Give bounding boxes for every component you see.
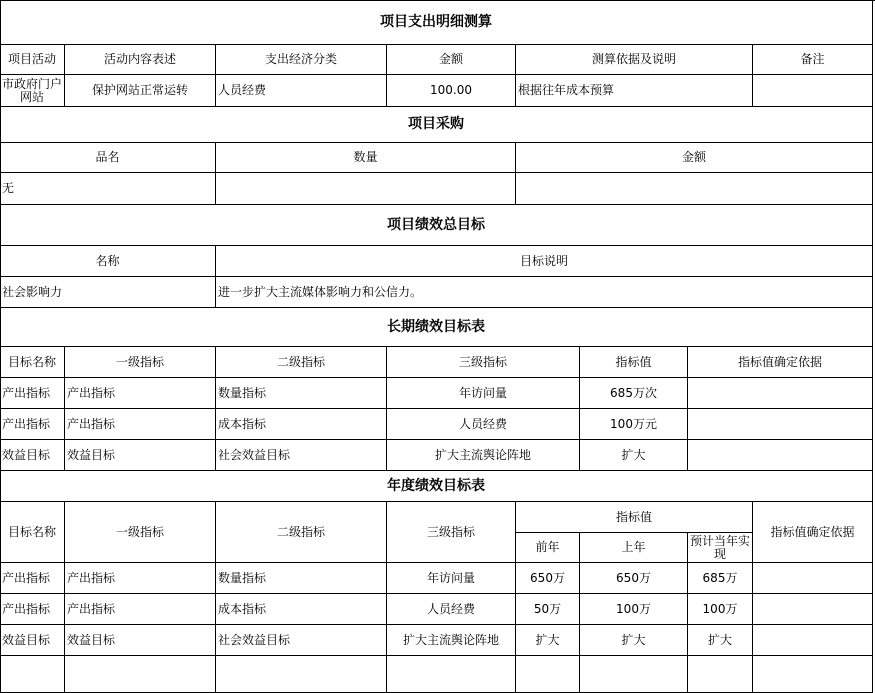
annual-cell: 年访问量	[387, 563, 516, 594]
expense-cell: 人员经费	[216, 75, 387, 107]
annual-cell: 650万	[516, 563, 580, 594]
long-term-cell	[688, 378, 873, 409]
annual-cell: 产出指标	[0, 563, 65, 594]
annual-cell: 685万	[688, 563, 753, 594]
annual-cell	[753, 625, 873, 656]
annual-subheader: 预计当年实现	[688, 533, 753, 563]
annual-cell	[0, 656, 65, 693]
long-term-cell: 685万次	[580, 378, 688, 409]
procurement-header: 品名	[0, 143, 216, 173]
annual-cell: 产出指标	[0, 594, 65, 625]
long-term-cell: 效益目标	[65, 440, 216, 471]
annual-cell	[216, 656, 387, 693]
annual-cell: 产出指标	[65, 563, 216, 594]
expense-cell	[753, 75, 873, 107]
goal-cell: 社会影响力	[0, 277, 216, 308]
annual-cell	[688, 656, 753, 693]
long-term-cell: 效益目标	[0, 440, 65, 471]
long-term-header: 目标名称	[0, 347, 65, 378]
annual-cell: 50万	[516, 594, 580, 625]
long-term-cell: 产出指标	[0, 378, 65, 409]
long-term-cell: 成本指标	[216, 409, 387, 440]
long-term-cell: 产出指标	[0, 409, 65, 440]
procurement-header: 数量	[216, 143, 516, 173]
annual-cell: 数量指标	[216, 563, 387, 594]
expense-cell: 市政府门户网站	[0, 75, 65, 107]
long-term-cell: 年访问量	[387, 378, 580, 409]
annual-cell: 扩大主流舆论阵地	[387, 625, 516, 656]
annual-cell: 效益目标	[0, 625, 65, 656]
section-title-procurement: 项目采购	[0, 107, 873, 143]
long-term-header: 指标值确定依据	[688, 347, 873, 378]
long-term-cell	[688, 440, 873, 471]
long-term-cell: 扩大	[580, 440, 688, 471]
annual-cell: 扩大	[516, 625, 580, 656]
long-term-header: 二级指标	[216, 347, 387, 378]
expense-cell: 100.00	[387, 75, 516, 107]
section-title-annual: 年度绩效目标表	[0, 471, 873, 502]
annual-cell: 100万	[688, 594, 753, 625]
long-term-cell: 数量指标	[216, 378, 387, 409]
section-title-overall-goal: 项目绩效总目标	[0, 205, 873, 246]
annual-header: 指标值确定依据	[753, 502, 873, 563]
expense-header: 支出经济分类	[216, 45, 387, 75]
expense-header: 项目活动	[0, 45, 65, 75]
procurement-header: 金额	[516, 143, 873, 173]
long-term-header: 三级指标	[387, 347, 580, 378]
annual-cell	[580, 656, 688, 693]
annual-cell: 成本指标	[216, 594, 387, 625]
procurement-cell	[516, 173, 873, 205]
long-term-cell: 人员经费	[387, 409, 580, 440]
annual-subheader: 前年	[516, 533, 580, 563]
annual-cell: 人员经费	[387, 594, 516, 625]
long-term-cell: 扩大主流舆论阵地	[387, 440, 580, 471]
annual-cell: 效益目标	[65, 625, 216, 656]
expense-header: 活动内容表述	[65, 45, 216, 75]
expense-header: 备注	[753, 45, 873, 75]
annual-header: 三级指标	[387, 502, 516, 563]
annual-cell: 扩大	[580, 625, 688, 656]
long-term-cell: 社会效益目标	[216, 440, 387, 471]
annual-cell	[516, 656, 580, 693]
expense-header: 测算依据及说明	[516, 45, 753, 75]
annual-header: 目标名称	[0, 502, 65, 563]
annual-subheader: 上年	[580, 533, 688, 563]
procurement-cell: 无	[0, 173, 216, 205]
long-term-cell: 产出指标	[65, 409, 216, 440]
long-term-header: 指标值	[580, 347, 688, 378]
annual-cell: 扩大	[688, 625, 753, 656]
long-term-header: 一级指标	[65, 347, 216, 378]
annual-cell	[65, 656, 216, 693]
annual-cell: 650万	[580, 563, 688, 594]
annual-cell	[753, 594, 873, 625]
goal-header: 目标说明	[216, 246, 873, 277]
annual-cell	[753, 656, 873, 693]
goal-cell: 进一步扩大主流媒体影响力和公信力。	[216, 277, 873, 308]
annual-header: 指标值	[516, 502, 753, 533]
procurement-cell	[216, 173, 516, 205]
goal-header: 名称	[0, 246, 216, 277]
long-term-cell: 产出指标	[65, 378, 216, 409]
annual-cell	[387, 656, 516, 693]
expense-header: 金额	[387, 45, 516, 75]
expense-cell: 根据往年成本预算	[516, 75, 753, 107]
annual-header: 二级指标	[216, 502, 387, 563]
annual-cell: 产出指标	[65, 594, 216, 625]
section-title-long-term: 长期绩效目标表	[0, 308, 873, 347]
section-title-expense: 项目支出明细测算	[0, 0, 873, 45]
long-term-cell: 100万元	[580, 409, 688, 440]
annual-cell	[753, 563, 873, 594]
expense-cell: 保护网站正常运转	[65, 75, 216, 107]
annual-cell: 100万	[580, 594, 688, 625]
annual-cell: 社会效益目标	[216, 625, 387, 656]
annual-header: 一级指标	[65, 502, 216, 563]
long-term-cell	[688, 409, 873, 440]
